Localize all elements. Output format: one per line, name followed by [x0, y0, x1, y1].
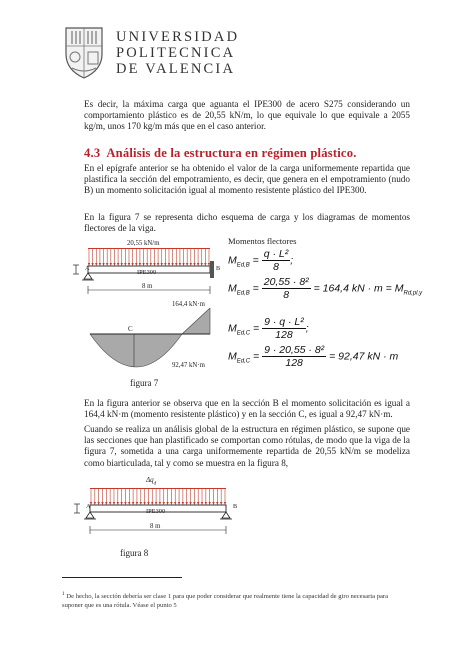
load-arrowhead: [147, 502, 149, 505]
load-arrowhead: [163, 502, 165, 505]
paragraph-max-load: Es decir, la máxima carga que aguanta el IPE300 de acero S275 considerando un comportamiento plástico es de 20,55 kN/m, lo que equivale lo que equivale a 2055 kg/m, unos 170 kg/m más que en el caso anterior.: [84, 99, 410, 132]
load-arrowhead: [124, 502, 126, 505]
load-arrowhead: [143, 502, 145, 505]
footnote: [62, 590, 407, 610]
equation-med-c-general: $M_{Ed,C}$ = $\frac{\text{9 · q · L²}}{128}$ ;: [228, 316, 309, 341]
load-arrowhead: [117, 502, 119, 505]
fig8-profile-label: IPE300: [146, 508, 166, 515]
load-arrowhead: [110, 263, 112, 266]
load-arrowhead: [113, 502, 115, 505]
fig8-load-label: $\Delta q_d$: [146, 476, 157, 487]
university-name-line1: UNIVERSIDAD: [116, 29, 240, 45]
load-arrowhead: [216, 502, 218, 505]
paragraph-figure7-intro: En la figura 7 se representa dicho esquema de carga y los diagramas de momentos flectores de la viga.: [84, 212, 410, 234]
load-arrowhead: [208, 502, 210, 505]
fig7-caption: figura 7: [130, 378, 159, 388]
equation-med-b-value: $M_{Ed,B}$ = $\frac{\text{20,55 · 8²}}{8}$ = 164,4 kN · $m = M_{Rd,pl,y}$: [228, 276, 423, 301]
load-arrowhead: [140, 502, 142, 505]
load-arrowhead: [124, 263, 126, 266]
paragraph-previous-epigraph: En el epígrafe anterior se ha obtenido el valor de la carga uniformemente repartida que plastifica la sección del empotramiento, es decir, que genera en el empotramiento (nudo B) un momento solicitación igual al momento resistente plástico del IPE300.: [84, 163, 410, 196]
fig7-moment-c-label: 92,47 kN·m: [172, 362, 205, 369]
load-arrowhead: [175, 263, 177, 266]
load-arrowhead: [179, 263, 181, 266]
fig7-node-c: C: [128, 325, 133, 333]
load-arrowhead: [171, 263, 173, 266]
load-arrowhead: [155, 502, 157, 505]
equation-med-c-value: $M_{Ed,C}$ = $\frac{\text{9 · 20,55 · 8²}}{128}$ = 92,47 kN · m: [228, 344, 399, 369]
load-arrowhead: [208, 263, 210, 266]
fig7-profile-label: IPE300: [137, 269, 157, 276]
load-arrowhead: [170, 502, 172, 505]
load-arrowhead: [135, 263, 137, 266]
load-arrowhead: [212, 502, 214, 505]
load-arrowhead: [153, 263, 155, 266]
load-arrowhead: [102, 263, 104, 266]
load-arrowhead: [159, 502, 161, 505]
load-arrowhead: [205, 502, 207, 505]
paragraph-plastic-analysis: Cuando se realiza un análisis global de la estructura en régimen plástico, se supone que las secciones que han plastificado se comportan como rótulas, de modo que la viga de la figura 7, sometida a una carga uniformemente repartida de 20,55 kN/m se modeliza como biarticulada, tal y como se muestra en la figura 8,: [84, 424, 410, 468]
load-arrowhead: [201, 263, 203, 266]
section-heading: [84, 146, 357, 161]
fig8-caption: figura 8: [120, 548, 149, 558]
load-arrowhead: [164, 263, 166, 266]
load-arrowhead: [193, 263, 195, 266]
load-arrowhead: [142, 263, 144, 266]
load-arrowhead: [182, 263, 184, 266]
load-arrowhead: [197, 502, 199, 505]
moments-title: Momentos flectores: [228, 236, 297, 246]
load-arrowhead: [157, 263, 159, 266]
load-arrowhead: [220, 502, 222, 505]
load-arrowhead: [132, 502, 134, 505]
load-arrowhead: [128, 502, 130, 505]
load-arrowhead: [128, 263, 130, 266]
load-arrowhead: [131, 263, 133, 266]
load-arrowhead: [204, 263, 206, 266]
load-arrowhead: [178, 502, 180, 505]
footnote-mark: 1: [62, 591, 65, 597]
load-arrowhead: [197, 263, 199, 266]
load-arrowhead: [150, 263, 152, 266]
load-arrowhead: [120, 502, 122, 505]
load-arrowhead: [166, 502, 168, 505]
load-arrowhead: [189, 502, 191, 505]
fig8-node-a: A: [86, 503, 91, 510]
fig8-node-b: B: [233, 503, 238, 510]
load-arrowhead: [105, 502, 107, 505]
section-number: 4.3: [84, 146, 101, 160]
university-crest-icon: [60, 24, 108, 80]
load-arrowhead: [99, 263, 101, 266]
load-arrowhead: [136, 502, 138, 505]
footnote-text: De hecho, la sección debería ser clase 1 para que poder considerar que realmente tiene la capacidad de giro necesaria para suponer que es una rótula. Véase el punto 5: [62, 593, 389, 610]
load-arrowhead: [106, 263, 108, 266]
footnote-divider: [62, 577, 182, 578]
load-arrowhead: [94, 502, 96, 505]
load-arrowhead: [186, 263, 188, 266]
fig7-node-a: A: [85, 265, 90, 272]
load-arrowhead: [146, 263, 148, 266]
load-arrowhead: [161, 263, 163, 266]
load-arrowhead: [97, 502, 99, 505]
load-arrowhead: [201, 502, 203, 505]
fig7-load-label: 20,55 kN/m: [127, 240, 160, 247]
university-name-line3: DE VALENCIA: [116, 61, 236, 77]
fig7-moment-b-label: 164,4 kN·m: [172, 301, 205, 308]
university-name-line2: POLITECNICA: [116, 45, 236, 61]
load-arrowhead: [174, 502, 176, 505]
load-arrowhead: [151, 502, 153, 505]
load-arrowhead: [91, 263, 93, 266]
load-arrowhead: [101, 502, 103, 505]
fig7-node-b: B: [216, 265, 221, 272]
load-arrowhead: [182, 502, 184, 505]
load-arrowhead: [168, 263, 170, 266]
fig8-span-label: 8 m: [150, 523, 161, 530]
load-arrowhead: [224, 502, 226, 505]
load-arrowhead: [121, 263, 123, 266]
load-arrowhead: [186, 502, 188, 505]
equation-med-b-general: $M_{Ed,B}$ = $\frac{\text{q · L²}}{8}$ ;: [228, 248, 294, 273]
load-arrowhead: [139, 263, 141, 266]
load-arrowhead: [113, 263, 115, 266]
load-arrowhead: [109, 502, 111, 505]
load-arrowhead: [95, 263, 97, 266]
load-arrowhead: [190, 263, 192, 266]
load-arrowhead: [193, 502, 195, 505]
load-arrowhead: [117, 263, 119, 266]
fig7-load-arrows: [88, 248, 210, 249]
paragraph-figure7-observation: En la figura anterior se observa que en la sección B el momento solicitación es igual a 164,4 kN·m (momento resistente plástico) y en la sección C, es igual a 92,47 kN·m.: [84, 398, 410, 420]
fig7-span-label: 8 m: [142, 283, 153, 290]
section-title: Análisis de la estructura en régimen plástico.: [106, 146, 357, 160]
